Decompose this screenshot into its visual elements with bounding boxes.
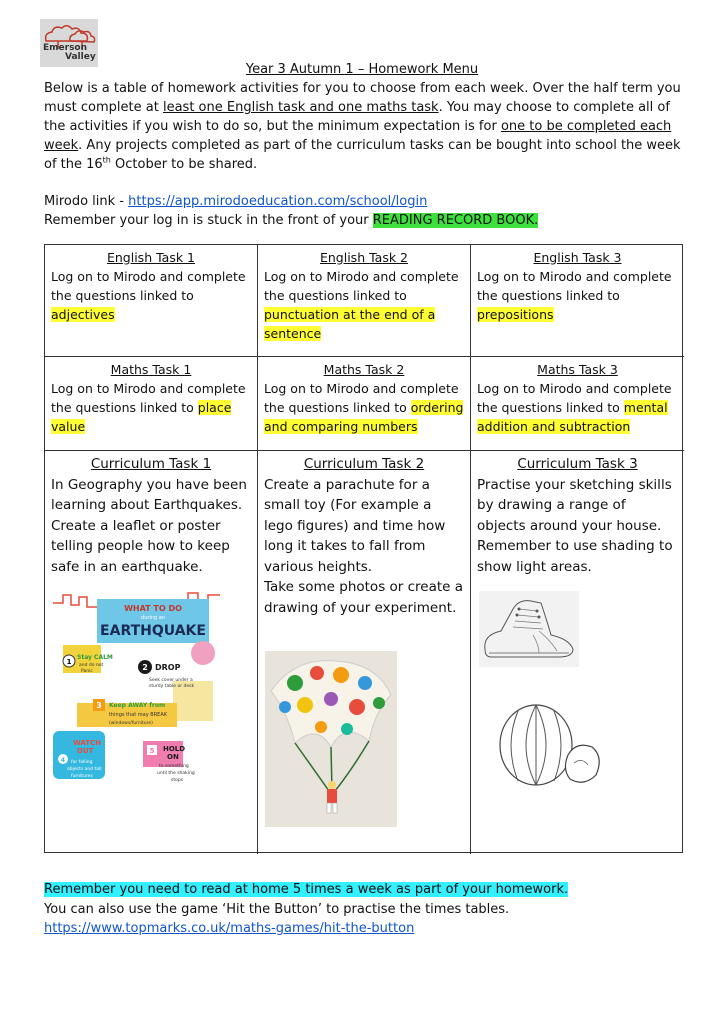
svg-text:3: 3 [96, 701, 102, 710]
maths-task-1-heading: Maths Task 1 [110, 362, 192, 377]
english-task-3-text: Log on to Mirodo and complete the questions linked to [477, 269, 672, 303]
curriculum-task-2-text2: Take some photos or create a drawing of your experiment. [264, 579, 464, 616]
logo-text-line1: Emerson [43, 43, 88, 53]
intro-paragraph [44, 79, 684, 174]
maths-task-3-heading: Maths Task 3 [537, 362, 618, 377]
poster-step1-c: Panic [81, 669, 93, 674]
poster-title-mid: during an [141, 615, 165, 621]
curriculum-task-2-cell [258, 451, 471, 854]
reading-reminder-text: Remember you need to read at home 5 times a week as part of your homework. [44, 882, 569, 897]
earthquake-poster-image [53, 591, 220, 811]
school-logo [40, 19, 98, 67]
curriculum-task-3-heading: Curriculum Task 3 [517, 456, 638, 472]
intro-text-2: . You may choose to complete all of the activities if you wish to do so, but the minimum expectation is for [44, 100, 670, 134]
svg-text:2: 2 [142, 663, 148, 672]
logo-text-line2: Valley [65, 52, 96, 62]
curriculum-task-1-cell [45, 451, 258, 854]
english-task-2-cell [258, 245, 471, 357]
maths-task-1-topic: place value [51, 400, 232, 434]
mirodo-line [44, 192, 427, 211]
svg-text:5: 5 [149, 747, 155, 755]
poster-step3-b: things that may BREAK [109, 712, 168, 718]
poster-step4-b: OUT [77, 747, 94, 755]
maths-task-3-text: Log on to Mirodo and complete the questions linked to [477, 381, 672, 415]
remember-line [44, 211, 538, 230]
curriculum-task-1-heading: Curriculum Task 1 [90, 456, 212, 472]
maths-task-2-text: Log on to Mirodo and complete the questions linked to [264, 381, 459, 415]
english-task-1-cell [45, 245, 258, 357]
shoe-sketch-image [479, 591, 579, 667]
poster-step4-c: for falling [71, 760, 93, 765]
english-task-1-text: Log on to Mirodo and complete the questions linked to [51, 269, 246, 303]
reading-reminder [44, 880, 568, 899]
poster-step2-c: sturdy table or desk [149, 684, 195, 689]
times-tables-note: You can also use the game ‘Hit the Button’ to practise the times tables. [44, 902, 510, 917]
hit-the-button-link-line [44, 919, 414, 938]
poster-step4-d: objects and tall [67, 767, 102, 772]
maths-task-2-heading: Maths Task 2 [323, 362, 405, 377]
poster-step4-e: furnitures [71, 774, 93, 779]
curriculum-task-2-heading: Curriculum Task 2 [303, 456, 425, 472]
poster-step1-a: Stay CALM [77, 654, 113, 661]
maths-task-2-cell [258, 357, 471, 451]
poster-step5-a: HOLD [163, 745, 186, 753]
poster-step4-a: WATCH [73, 739, 102, 747]
maths-task-3-topic: mental addition and subtraction [477, 400, 668, 434]
english-task-1-topic: adjectives [51, 307, 115, 322]
maths-task-1-cell [45, 357, 258, 451]
intro-underline-2: one to be completed each week [44, 119, 672, 153]
svg-text:4: 4 [60, 757, 66, 764]
curriculum-task-1-text: In Geography you have been learning about Earthquakes. Create a leaflet or poster telling people how to keep safe in an earthquake. [51, 476, 247, 575]
svg-text:1: 1 [66, 658, 72, 666]
poster-step3-c: (windows/furniture) [109, 721, 153, 726]
poster-title-small: WHAT TO DO [124, 604, 182, 613]
english-task-1-heading: English Task 1 [106, 250, 195, 265]
poster-step1-b: and do not [79, 663, 104, 668]
maths-task-1-text: Log on to Mirodo and complete the questions linked to [51, 381, 246, 415]
mirodo-link[interactable]: https://app.mirodoeducation.com/school/login [128, 194, 428, 209]
poster-step2-a: DROP [155, 663, 181, 672]
poster-step3-a: Keep AWAY from [109, 702, 166, 709]
english-task-2-text: Log on to Mirodo and complete the questions linked to [264, 269, 459, 303]
watermelon-sketch-image [496, 701, 606, 789]
parachute-photo-image [265, 651, 397, 827]
intro-text-3: . Any projects completed as part of the curriculum tasks can be bought into school the week of the 16 [44, 138, 681, 172]
maths-task-3-cell [471, 357, 684, 451]
homework-table [44, 244, 683, 853]
curriculum-task-3-text: Practise your sketching skills by drawing a range of objects around your house. Remember to use shading to show light areas. [477, 476, 673, 575]
curriculum-task-3-cell [471, 451, 684, 854]
hit-the-button-link[interactable]: https://www.topmarks.co.uk/maths-games/hit-the-button [44, 921, 415, 936]
mirodo-label: Mirodo link - [44, 194, 129, 209]
intro-text-4: October to be shared. [110, 157, 258, 172]
poster-step5-c: to something [159, 764, 189, 769]
english-task-3-cell [471, 245, 684, 357]
poster-title-big: EARTHQUAKE [100, 623, 206, 639]
reading-record-highlight: READING RECORD BOOK. [372, 213, 539, 228]
maths-task-2-topic: ordering and comparing numbers [264, 400, 464, 434]
poster-step5-d: until the shaking [157, 771, 195, 776]
poster-step5-b: ON [167, 753, 179, 761]
page-title: Year 3 Autumn 1 – Homework Menu [245, 62, 479, 77]
intro-text-1: Below is a table of homework activities for you to choose from each week. Over the half term you must complete at [44, 81, 681, 115]
intro-sup: th [102, 155, 111, 165]
curriculum-task-2-text: Create a parachute for a small toy (For example a lego figures) and time how long it takes to fall from various heights. [264, 476, 446, 575]
remember-text: Remember your log in is stuck in the front of your [44, 213, 373, 228]
english-task-2-heading: English Task 2 [319, 250, 408, 265]
english-task-2-topic: punctuation at the end of a sentence [264, 307, 436, 341]
poster-step5-e: stops [171, 778, 184, 783]
english-task-3-topic: prepositions [477, 307, 554, 322]
english-task-3-heading: English Task 3 [533, 250, 622, 265]
intro-underline-1: least one English task and one maths task [162, 100, 439, 115]
poster-step2-b: Seek cover under a [149, 678, 193, 683]
